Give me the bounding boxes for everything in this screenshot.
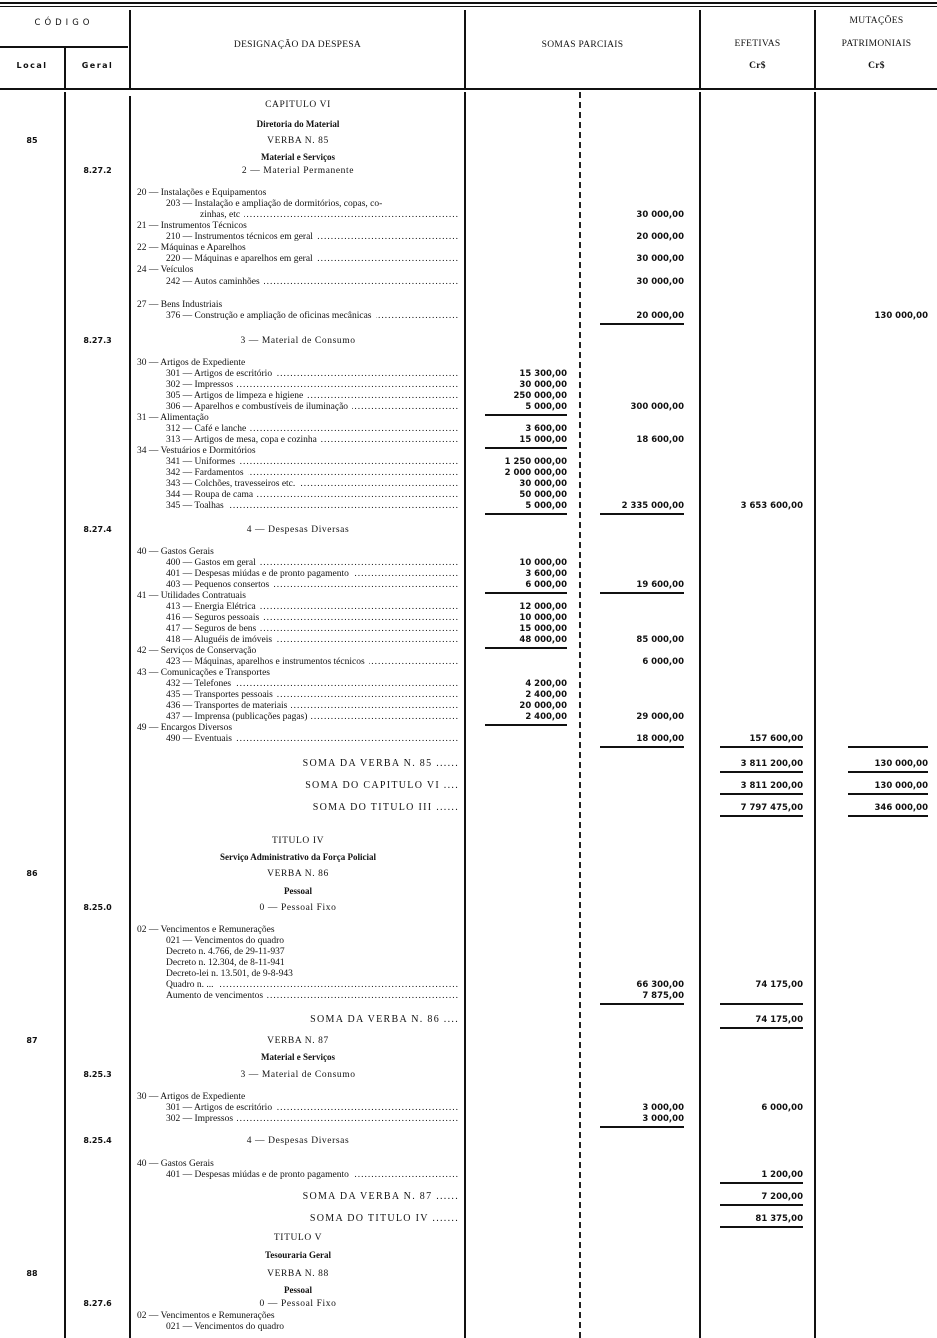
partial-sum-2: 18 000,00 (636, 734, 684, 744)
table-row (0, 885, 937, 897)
header-patrimoniais: PATRIMONIAIS (841, 39, 912, 49)
total-rule (848, 815, 928, 817)
table-row (0, 264, 937, 276)
table-row (0, 500, 937, 512)
item-label: 203 — Instalação e ampliação de dormitórios, copas, co- (166, 199, 383, 209)
partial-sum-1: 12 000,00 (519, 602, 567, 612)
item-label: 401 — Despesas miúdas e de pronto pagamento (166, 1170, 349, 1180)
partial-sum-1: 10 000,00 (519, 558, 567, 568)
header-divider-somas (699, 10, 701, 88)
table-row (0, 1135, 937, 1147)
item-label: 401 — Despesas miúdas e de pronto pagamento (166, 569, 349, 579)
section-subheading: Pessoal (284, 1285, 312, 1295)
table-row (0, 1284, 937, 1296)
partial-sum-1: 1 250 000,00 (504, 457, 567, 467)
item-label: 423 — Máquinas, aparelhos e instrumentos técnicos (166, 657, 365, 667)
code-geral: 8.25.4 (83, 1136, 112, 1145)
total-rule (720, 1182, 803, 1184)
group-label: 02 — Vencimentos e Remunerações (137, 925, 275, 935)
total-rule (848, 746, 928, 748)
table-row (0, 902, 937, 914)
item-label: 302 — Impressos (166, 380, 234, 390)
partial-sum-1: 15 000,00 (519, 435, 567, 445)
partial-sum-1: 15 300,00 (519, 369, 567, 379)
efetivas-value: 7 200,00 (761, 1192, 803, 1202)
sum-label: SOMA DA VERBA N. 85 ...... (302, 758, 459, 769)
sum-label: SOMA DA VERBA N. 86 .... (310, 1014, 459, 1025)
table-row (0, 851, 937, 863)
item-label: 345 — Toalhas (166, 501, 224, 511)
efetivas-value: 3 811 200,00 (740, 759, 803, 769)
dot-leader (237, 1113, 459, 1125)
partial-sum-2: 20 000,00 (636, 311, 684, 321)
section-heading: 0 — Pessoal Fixo (259, 903, 337, 913)
table-row (0, 165, 937, 177)
line-item (166, 500, 459, 512)
sum-label: SOMA DA VERBA N. 87 ...... (302, 1191, 459, 1202)
section-heading: VERBA N. 87 (267, 1036, 329, 1046)
top-rule (0, 2, 937, 4)
item-label: 301 — Artigos de escritório (166, 1103, 273, 1113)
code-geral: 8.27.2 (83, 166, 112, 175)
code-geral: 8.25.3 (83, 1070, 112, 1079)
item-label: 418 — Aluguéis de imóveis (166, 635, 273, 645)
total-rule (600, 513, 684, 515)
table-row (0, 733, 937, 745)
section-subheading: Serviço Administrativo da Força Policial (220, 852, 376, 862)
line-item (166, 733, 459, 745)
section-heading: VERBA N. 85 (267, 136, 329, 146)
table-row (0, 758, 937, 770)
section-heading: TITULO IV (271, 836, 325, 846)
item-label: 432 — Telefones (166, 679, 232, 689)
item-label: 416 — Seguros pessoais (166, 613, 260, 623)
table-row (0, 835, 937, 847)
item-label: 210 — Instrumentos técnicos em geral (166, 232, 313, 242)
total-rule (600, 746, 684, 748)
item-label: 313 — Artigos de mesa, copa e cozinha (166, 435, 317, 445)
partial-sum-2: 30 000,00 (636, 210, 684, 220)
item-label: 301 — Artigos de escritório (166, 369, 273, 379)
header-efetivas: EFETIVAS (734, 39, 781, 49)
item-label: 437 — Imprensa (publicações pagas) (166, 712, 308, 722)
partial-sum-1: 4 200,00 (525, 679, 567, 689)
partial-sum-1: 30 000,00 (519, 380, 567, 390)
group-label: 30 — Artigos de Expediente (137, 1092, 246, 1102)
group-label: 41 — Utilidades Contratuais (137, 591, 246, 601)
group-label: 21 — Instrumentos Técnicos (137, 221, 247, 231)
item-label: 342 — Fardamentos (166, 468, 244, 478)
item-label: 435 — Transportes pessoais (166, 690, 273, 700)
item-label: 021 — Vencimentos do quadro (166, 936, 285, 946)
section-heading: TITULO V (273, 1233, 323, 1243)
section-subheading: Material e Serviços (261, 152, 335, 162)
total-rule (600, 1003, 684, 1005)
section-heading: 0 — Pessoal Fixo (259, 1299, 337, 1309)
group-label: 34 — Vestuários e Dormitórios (137, 446, 256, 456)
table-row (0, 1069, 937, 1081)
section-subheading: Diretoria do Material (256, 119, 340, 129)
partial-sum-1: 3 600,00 (525, 569, 567, 579)
header-bottom-rule (0, 88, 937, 90)
header-designacao: DESIGNAÇÃO DA DESPESA (233, 40, 362, 50)
line-item (166, 990, 459, 1002)
dot-leader (228, 500, 459, 512)
group-label: 43 — Comunicações e Transportes (137, 668, 270, 678)
item-label: 376 — Construção e ampliação de oficinas mecânicas (166, 311, 372, 321)
group-label: 30 — Artigos de Expediente (137, 358, 246, 368)
table-row (0, 1232, 937, 1244)
dot-leader (353, 1169, 459, 1181)
header-local: Local (16, 61, 48, 70)
efetivas-value: 157 600,00 (749, 734, 803, 744)
table-row (0, 1014, 937, 1026)
total-rule (600, 1126, 684, 1128)
item-label: 403 — Pequenos consertos (166, 580, 270, 590)
efetivas-value: 1 200,00 (761, 1170, 803, 1180)
item-label: zinhas, etc (200, 210, 241, 220)
code-geral: 8.27.6 (83, 1299, 112, 1308)
table-row (0, 1051, 937, 1063)
sum-label: SOMA DO CAPITULO VI .... (305, 780, 459, 791)
code-geral: 8.27.3 (83, 336, 112, 345)
total-rule (600, 323, 684, 325)
group-label: 20 — Instalações e Equipamentos (137, 188, 267, 198)
section-subheading: Tesouraria Geral (265, 1250, 331, 1260)
section-heading: CAPITULO VI (265, 100, 331, 110)
partial-sum-2: 6 000,00 (642, 657, 684, 667)
item-label: 021 — Vencimentos do quadro (166, 1322, 285, 1332)
efetivas-value: 6 000,00 (761, 1103, 803, 1113)
table-row (0, 1113, 937, 1125)
total-rule (720, 771, 803, 773)
group-label: 40 — Gastos Gerais (137, 1159, 214, 1169)
dot-leader (376, 310, 460, 322)
item-label: 344 — Roupa de cama (166, 490, 254, 500)
table-row (0, 276, 937, 288)
header-geral: Geral (81, 61, 114, 70)
partial-sum-1: 15 000,00 (519, 624, 567, 634)
item-label: 413 — Energia Elétrica (166, 602, 256, 612)
table-row (0, 1321, 937, 1333)
partial-sum-1: 50 000,00 (519, 490, 567, 500)
group-label: 49 — Encargos Diversos (137, 723, 233, 733)
partial-sum-2: 30 000,00 (636, 254, 684, 264)
line-item (166, 1113, 459, 1125)
item-label: 400 — Gastos em geral (166, 558, 256, 568)
efetivas-value: 74 175,00 (755, 980, 803, 990)
partial-sum-2: 18 600,00 (636, 435, 684, 445)
item-label: 341 — Uniformes (166, 457, 236, 467)
item-label: 302 — Impressos (166, 1114, 234, 1124)
partial-sum-2: 3 000,00 (642, 1114, 684, 1124)
section-heading: 3 — Material de Consumo (240, 1070, 356, 1080)
partial-sum-2: 66 300,00 (636, 980, 684, 990)
partial-sum-2: 2 335 000,00 (621, 501, 684, 511)
header-mutacoes-currency: Cr$ (868, 61, 885, 71)
partial-sum-1: 6 000,00 (525, 580, 567, 590)
total-rule (848, 793, 928, 795)
section-heading: 2 — Material Permanente (241, 166, 355, 176)
efetivas-value: 7 797 475,00 (740, 803, 803, 813)
table-row (0, 1213, 937, 1225)
partial-sum-1: 20 000,00 (519, 701, 567, 711)
total-rule (720, 746, 803, 748)
efetivas-value: 3 811 200,00 (740, 781, 803, 791)
item-label: Aumento de vencimentos (166, 991, 264, 1001)
code-local: 88 (26, 1269, 38, 1278)
line-item (166, 310, 459, 322)
table-row (0, 1169, 937, 1181)
table-row (0, 1191, 937, 1203)
section-subheading: Pessoal (284, 886, 312, 896)
total-rule (720, 1027, 803, 1029)
partial-sum-1: 2 400,00 (525, 712, 567, 722)
item-label: Quadro n. ... (166, 980, 214, 990)
header-somas-parciais: SOMAS PARCIAIS (541, 40, 624, 50)
partial-sum-1: 5 000,00 (525, 402, 567, 412)
table-row (0, 310, 937, 322)
partial-sum-1: 2 400,00 (525, 690, 567, 700)
group-label: 24 — Veículos (137, 265, 194, 275)
section-heading: 4 — Despesas Diversas (246, 525, 350, 535)
partial-sum-1: 10 000,00 (519, 613, 567, 623)
section-heading: 3 — Material de Consumo (240, 336, 356, 346)
total-rule (720, 815, 803, 817)
sum-label: SOMA DO TITULO IV ....... (309, 1213, 459, 1224)
dot-leader (264, 276, 459, 288)
section-heading: VERBA N. 88 (267, 1269, 329, 1279)
section-heading: VERBA N. 86 (267, 869, 329, 879)
code-local: 85 (26, 136, 38, 145)
partial-sum-1: 2 000 000,00 (504, 468, 567, 478)
code-geral: 8.25.0 (83, 903, 112, 912)
group-label: 27 — Bens Industriais (137, 300, 223, 310)
partial-sum-2: 19 600,00 (636, 580, 684, 590)
group-label: 42 — Serviços de Conservação (137, 646, 257, 656)
sum-label: SOMA DO TITULO III ...... (312, 802, 459, 813)
item-label: 417 — Seguros de bens (166, 624, 257, 634)
partial-sum-2: 85 000,00 (636, 635, 684, 645)
code-local: 87 (26, 1036, 38, 1045)
partial-sum-2: 300 000,00 (630, 402, 684, 412)
line-item (166, 1169, 459, 1181)
item-label: 343 — Colchões, travesseiros etc. (166, 479, 296, 489)
efetivas-value: 81 375,00 (755, 1214, 803, 1224)
table-row (0, 1035, 937, 1047)
total-rule (720, 1226, 803, 1228)
partial-sum-1: 48 000,00 (519, 635, 567, 645)
item-label: 305 — Artigos de limpeza e higiene (166, 391, 304, 401)
partial-sum-2: 29 000,00 (636, 712, 684, 722)
group-label: 22 — Máquinas e Aparelhos (137, 243, 246, 253)
mutacoes-value: 130 000,00 (874, 311, 928, 321)
section-heading: 4 — Despesas Diversas (246, 1136, 350, 1146)
mutacoes-value: 130 000,00 (874, 781, 928, 791)
partial-sum-2: 3 000,00 (642, 1103, 684, 1113)
table-row (0, 335, 937, 347)
item-label: Decreto n. 4.766, de 29-11-937 (166, 947, 285, 957)
total-rule (485, 513, 567, 515)
dot-leader (267, 990, 459, 1002)
efetivas-value: 3 653 600,00 (740, 501, 803, 511)
item-label: 220 — Máquinas e aparelhos em geral (166, 254, 313, 264)
table-row (0, 1249, 937, 1261)
table-row (0, 99, 937, 111)
table-row (0, 118, 937, 130)
total-rule (720, 1003, 803, 1005)
item-label: 242 — Autos caminhões (166, 277, 260, 287)
partial-sum-2: 7 875,00 (642, 991, 684, 1001)
partial-sum-1: 250 000,00 (513, 391, 567, 401)
mutacoes-value: 346 000,00 (874, 803, 928, 813)
partial-sum-1: 5 000,00 (525, 501, 567, 511)
header-codigo: CÓDIGO (34, 18, 94, 28)
partial-sum-2: 20 000,00 (636, 232, 684, 242)
line-item (166, 1321, 459, 1333)
item-label: 306 — Aparelhos e combustíveis de iluminação (166, 402, 349, 412)
group-label: 02 — Vencimentos e Remunerações (137, 1311, 275, 1321)
table-row (0, 868, 937, 880)
table-row (0, 1298, 937, 1310)
efetivas-value: 74 175,00 (755, 1015, 803, 1025)
item-label: 490 — Eventuais (166, 734, 232, 744)
table-row (0, 1268, 937, 1280)
table-row (0, 524, 937, 536)
item-label: Decreto n. 12.304, de 8-11-941 (166, 958, 285, 968)
total-rule (848, 771, 928, 773)
table-row (0, 135, 937, 147)
top-rule-2 (0, 6, 937, 7)
partial-sum-2: 30 000,00 (636, 277, 684, 287)
mutacoes-value: 130 000,00 (874, 759, 928, 769)
header-efetivas-currency: Cr$ (749, 61, 766, 71)
line-item (166, 276, 459, 288)
total-rule (720, 1204, 803, 1206)
code-geral: 8.27.4 (83, 525, 112, 534)
item-label: 436 — Transportes de materiais (166, 701, 288, 711)
table-row (0, 151, 937, 163)
section-subheading: Material e Serviços (261, 1052, 335, 1062)
table-row (0, 780, 937, 792)
item-label: 312 — Café e lanche (166, 424, 247, 434)
partial-sum-1: 30 000,00 (519, 479, 567, 489)
group-label: 40 — Gastos Gerais (137, 547, 214, 557)
table-row (0, 802, 937, 814)
total-rule (720, 793, 803, 795)
partial-sum-1: 3 600,00 (525, 424, 567, 434)
dot-leader (236, 733, 459, 745)
table-row (0, 990, 937, 1002)
item-label: Decreto-lei n. 13.501, de 9-8-943 (166, 969, 293, 979)
group-label: 31 — Alimentação (137, 413, 209, 423)
code-local: 86 (26, 869, 38, 878)
header-mutacoes: MUTAÇÕES (849, 16, 904, 26)
